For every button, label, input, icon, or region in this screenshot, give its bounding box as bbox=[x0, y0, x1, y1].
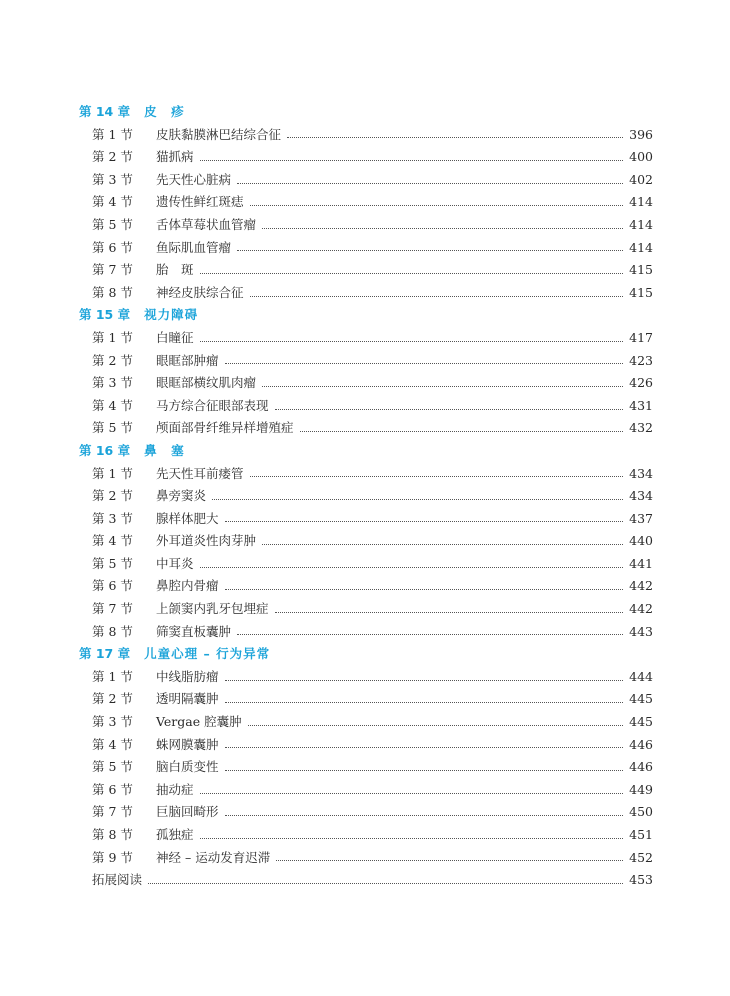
section-title: 筛窦直板囊肿 bbox=[156, 623, 232, 639]
section-title: Vergae 腔囊肿 bbox=[156, 714, 242, 730]
chapter-title: 鼻 塞 bbox=[144, 442, 185, 458]
section-title: 鱼际肌血管瘤 bbox=[156, 239, 232, 255]
section-number: 第 2 节 bbox=[92, 149, 133, 165]
section-title: 脑白质变性 bbox=[156, 759, 219, 775]
section-number: 第 5 节 bbox=[92, 420, 133, 436]
section-number: 第 5 节 bbox=[92, 216, 133, 232]
dot-leader bbox=[275, 612, 623, 613]
toc-entry[interactable] bbox=[79, 598, 653, 621]
section-title: 先天性心脏病 bbox=[156, 171, 232, 187]
page-number: 426 bbox=[629, 375, 653, 391]
chapter-heading[interactable] bbox=[79, 440, 653, 463]
section-number: 第 3 节 bbox=[92, 375, 133, 391]
toc-entry[interactable] bbox=[79, 282, 653, 305]
toc-entry[interactable] bbox=[79, 259, 653, 282]
page-number: 417 bbox=[629, 329, 653, 345]
toc-entry[interactable] bbox=[79, 146, 653, 169]
section-title: 白瞳征 bbox=[156, 329, 194, 345]
section-number: 第 7 节 bbox=[92, 804, 133, 820]
toc-entry[interactable] bbox=[79, 327, 653, 350]
toc-entry[interactable] bbox=[79, 463, 653, 486]
toc-entry-extended-reading[interactable] bbox=[79, 869, 653, 892]
section-title: 外耳道炎性肉芽肿 bbox=[156, 533, 257, 549]
section-number: 第 4 节 bbox=[92, 533, 133, 549]
page-number: 444 bbox=[629, 668, 653, 684]
section-number: 第 2 节 bbox=[92, 488, 133, 504]
toc-entry[interactable] bbox=[79, 214, 653, 237]
section-title: 巨脑回畸形 bbox=[156, 804, 219, 820]
chapter-heading[interactable] bbox=[79, 101, 653, 124]
section-number: 第 1 节 bbox=[92, 126, 133, 142]
dot-leader bbox=[250, 205, 623, 206]
section-title: 中耳炎 bbox=[156, 555, 194, 571]
chapter-title: 视力障碍 bbox=[144, 307, 199, 323]
page-number: 415 bbox=[629, 262, 653, 278]
section-title: 上颌窦内乳牙包埋症 bbox=[156, 601, 269, 617]
page-number: 449 bbox=[629, 781, 653, 797]
section-number: 第 1 节 bbox=[92, 329, 133, 345]
toc-entry[interactable] bbox=[79, 417, 653, 440]
section-title: 腺样体肥大 bbox=[156, 510, 219, 526]
section-number: 第 1 节 bbox=[92, 668, 133, 684]
section-title: 皮肤黏膜淋巴结综合征 bbox=[156, 126, 282, 142]
dot-leader bbox=[148, 883, 623, 884]
dot-leader bbox=[276, 860, 623, 861]
page-number: 402 bbox=[629, 171, 653, 187]
toc-entry[interactable] bbox=[79, 169, 653, 192]
page-number: 414 bbox=[629, 239, 653, 255]
page-number: 400 bbox=[629, 149, 653, 165]
page-number: 451 bbox=[629, 827, 653, 842]
section-title: 马方综合征眼部表现 bbox=[156, 397, 269, 413]
section-number: 第 7 节 bbox=[92, 262, 133, 278]
toc-entry[interactable] bbox=[79, 666, 653, 689]
section-title: 胎 斑 bbox=[156, 262, 194, 278]
toc-entry[interactable] bbox=[79, 575, 653, 598]
dot-leader bbox=[287, 137, 623, 138]
dot-leader bbox=[237, 634, 623, 635]
dot-leader bbox=[275, 409, 623, 410]
dot-leader bbox=[225, 747, 623, 748]
section-title: 猫抓病 bbox=[156, 149, 194, 165]
table-of-contents bbox=[79, 101, 653, 892]
section-title: 遗传性鲜红斑痣 bbox=[156, 194, 244, 210]
toc-entry[interactable] bbox=[79, 553, 653, 576]
chapter-label: 第 16 章 bbox=[79, 442, 131, 458]
page-number: 431 bbox=[629, 397, 653, 413]
section-number: 第 5 节 bbox=[92, 555, 133, 571]
dot-leader bbox=[212, 499, 623, 500]
toc-entry[interactable] bbox=[79, 756, 653, 779]
section-number: 第 3 节 bbox=[92, 510, 133, 526]
chapter-title: 皮 疹 bbox=[144, 104, 185, 119]
section-number: 第 7 节 bbox=[92, 601, 133, 617]
dot-leader bbox=[200, 793, 623, 794]
section-number: 第 6 节 bbox=[92, 578, 133, 594]
page-number: 415 bbox=[629, 284, 653, 300]
section-number: 第 3 节 bbox=[92, 171, 133, 187]
section-number: 第 8 节 bbox=[92, 284, 133, 300]
section-title: 颅面部骨纤维异样增殖症 bbox=[156, 420, 294, 436]
page-number: 396 bbox=[629, 126, 653, 142]
section-number: 第 2 节 bbox=[92, 691, 133, 707]
toc-entry[interactable] bbox=[79, 508, 653, 531]
dot-leader bbox=[262, 544, 623, 545]
section-number: 第 5 节 bbox=[92, 759, 133, 775]
dot-leader bbox=[248, 725, 623, 726]
section-number: 第 8 节 bbox=[92, 623, 133, 639]
section-title: 眼眶部肿瘤 bbox=[156, 352, 219, 368]
dot-leader bbox=[225, 702, 623, 703]
section-number: 第 3 节 bbox=[92, 714, 133, 730]
dot-leader bbox=[250, 476, 623, 477]
page-number: 441 bbox=[629, 555, 653, 571]
section-title: 抽动症 bbox=[156, 781, 194, 797]
dot-leader bbox=[225, 589, 623, 590]
section-number: 第 4 节 bbox=[92, 736, 133, 752]
page-number: 432 bbox=[629, 420, 653, 436]
section-title: 孤独症 bbox=[156, 827, 194, 842]
page-number: 442 bbox=[629, 601, 653, 617]
toc-entry[interactable] bbox=[79, 711, 653, 734]
section-title: 神经皮肤综合征 bbox=[156, 284, 244, 300]
toc-entry[interactable] bbox=[79, 734, 653, 757]
section-number: 第 1 节 bbox=[92, 465, 133, 481]
page-number: 453 bbox=[629, 872, 653, 888]
dot-leader bbox=[225, 815, 623, 816]
page-number: 414 bbox=[629, 194, 653, 210]
section-number: 第 6 节 bbox=[92, 239, 133, 255]
page-number: 443 bbox=[629, 623, 653, 639]
page-number: 445 bbox=[629, 691, 653, 707]
dot-leader bbox=[200, 273, 623, 274]
section-title: 拓展阅读 bbox=[92, 872, 143, 888]
page-number: 414 bbox=[629, 216, 653, 232]
section-number: 第 4 节 bbox=[92, 397, 133, 413]
toc-entry[interactable] bbox=[79, 485, 653, 508]
toc-entry[interactable] bbox=[79, 237, 653, 260]
page-number: 434 bbox=[629, 465, 653, 481]
dot-leader bbox=[262, 228, 623, 229]
section-number: 第 6 节 bbox=[92, 781, 133, 797]
page-number: 440 bbox=[629, 533, 653, 549]
dot-leader bbox=[200, 838, 623, 839]
toc-entry[interactable] bbox=[79, 124, 653, 147]
section-number: 第 9 节 bbox=[92, 849, 133, 865]
dot-leader bbox=[225, 363, 623, 364]
toc-entry[interactable] bbox=[79, 688, 653, 711]
chapter-heading[interactable] bbox=[79, 643, 653, 666]
dot-leader bbox=[225, 521, 623, 522]
section-number: 第 2 节 bbox=[92, 352, 133, 368]
page-number: 446 bbox=[629, 759, 653, 775]
toc-entry[interactable] bbox=[79, 847, 653, 870]
dot-leader bbox=[250, 296, 623, 297]
chapter-label: 第 14 章 bbox=[79, 104, 131, 119]
page-number: 445 bbox=[629, 714, 653, 730]
dot-leader bbox=[262, 386, 623, 387]
page-number: 442 bbox=[629, 578, 653, 594]
dot-leader bbox=[200, 160, 623, 161]
toc-entry[interactable] bbox=[79, 801, 653, 824]
toc-entry[interactable] bbox=[79, 779, 653, 802]
section-number: 第 4 节 bbox=[92, 194, 133, 210]
page-number: 450 bbox=[629, 804, 653, 820]
section-title: 鼻腔内骨瘤 bbox=[156, 578, 219, 594]
section-title: 舌体草莓状血管瘤 bbox=[156, 216, 257, 232]
section-title: 先天性耳前瘘管 bbox=[156, 465, 244, 481]
section-title: 蛛网膜囊肿 bbox=[156, 736, 219, 752]
toc-entry[interactable] bbox=[79, 530, 653, 553]
chapter-heading[interactable] bbox=[79, 304, 653, 327]
toc-entry[interactable] bbox=[79, 372, 653, 395]
dot-leader bbox=[200, 567, 623, 568]
page-number: 452 bbox=[629, 849, 653, 865]
dot-leader bbox=[225, 770, 623, 771]
dot-leader bbox=[225, 680, 623, 681]
section-title: 透明隔囊肿 bbox=[156, 691, 219, 707]
chapter-label: 第 15 章 bbox=[79, 307, 131, 323]
page-number: 434 bbox=[629, 488, 653, 504]
toc-entry[interactable] bbox=[79, 191, 653, 214]
toc-entry[interactable] bbox=[79, 395, 653, 418]
dot-leader bbox=[200, 341, 623, 342]
dot-leader bbox=[300, 431, 623, 432]
dot-leader bbox=[237, 183, 623, 184]
chapter-label: 第 17 章 bbox=[79, 646, 131, 662]
chapter-title: 儿童心理 – 行为异常 bbox=[144, 646, 271, 662]
dot-leader bbox=[237, 250, 623, 251]
section-title: 神经 – 运动发育迟滞 bbox=[156, 849, 271, 865]
page-number: 437 bbox=[629, 510, 653, 526]
section-title: 鼻旁窦炎 bbox=[156, 488, 207, 504]
toc-entry[interactable] bbox=[79, 350, 653, 373]
page-number: 446 bbox=[629, 736, 653, 752]
section-number: 第 8 节 bbox=[92, 827, 133, 842]
section-title: 中线脂肪瘤 bbox=[156, 668, 219, 684]
section-title: 眼眶部横纹肌肉瘤 bbox=[156, 375, 257, 391]
page-number: 423 bbox=[629, 352, 653, 368]
toc-entry[interactable] bbox=[79, 621, 653, 644]
toc-entry[interactable] bbox=[79, 824, 653, 847]
